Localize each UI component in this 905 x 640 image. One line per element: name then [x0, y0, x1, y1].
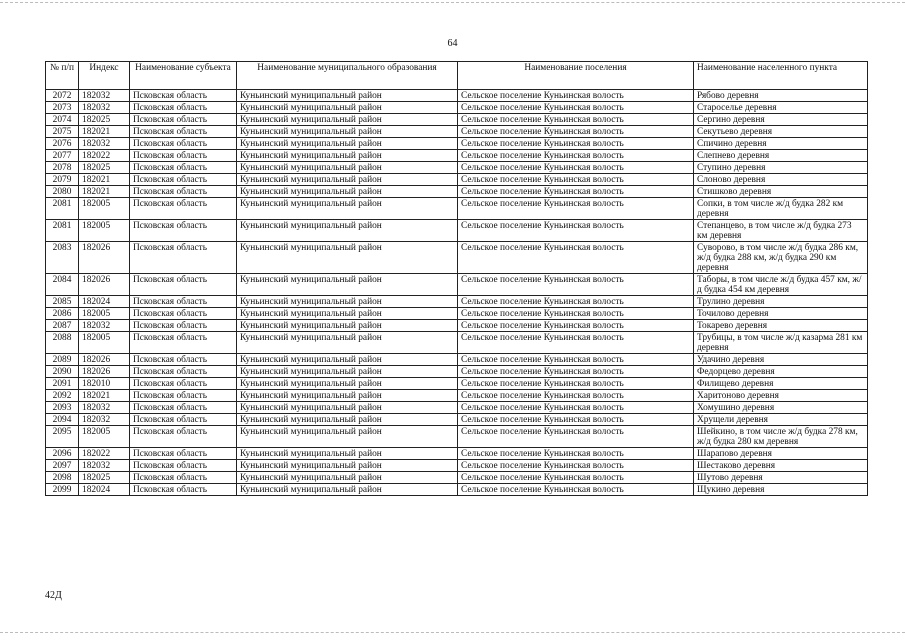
cell-municipality: Куньинский муниципальный район [237, 296, 458, 308]
cell-municipality: Куньинский муниципальный район [237, 390, 458, 402]
cell-subject: Псковская область [130, 150, 237, 162]
cell-subject: Псковская область [130, 198, 237, 220]
cell-subject: Псковская область [130, 354, 237, 366]
cell-settlement: Сельское поселение Куньинская волость [458, 378, 694, 390]
cell-settlement: Сельское поселение Куньинская волость [458, 308, 694, 320]
cell-locality: Слепнево деревня [694, 150, 868, 162]
cell-locality: Хрущели деревня [694, 414, 868, 426]
cell-locality: Таборы, в том числе ж/д будка 457 км, ж/д будка 454 км деревня [694, 274, 868, 296]
cell-index: 182005 [79, 198, 130, 220]
table-row [46, 296, 868, 308]
cell-number: 2075 [46, 126, 79, 138]
cell-municipality: Куньинский муниципальный район [237, 414, 458, 426]
cell-index: 182026 [79, 274, 130, 296]
table-header-row [46, 62, 868, 90]
cell-number: 2081 [46, 220, 79, 242]
table-row [46, 484, 868, 496]
cell-municipality: Куньинский муниципальный район [237, 448, 458, 460]
cell-settlement: Сельское поселение Куньинская волость [458, 448, 694, 460]
table-row [46, 220, 868, 242]
cell-settlement: Сельское поселение Куньинская волость [458, 296, 694, 308]
col-header-municipality: Наименование муниципального образования [237, 62, 458, 90]
cell-municipality: Куньинский муниципальный район [237, 332, 458, 354]
cell-locality: Харитоново деревня [694, 390, 868, 402]
cell-number: 2091 [46, 378, 79, 390]
cell-locality: Сергино деревня [694, 114, 868, 126]
cell-subject: Псковская область [130, 186, 237, 198]
page-number: 64 [447, 38, 458, 49]
cell-number: 2076 [46, 138, 79, 150]
cell-municipality: Куньинский муниципальный район [237, 426, 458, 448]
table-row [46, 174, 868, 186]
cell-settlement: Сельское поселение Куньинская волость [458, 102, 694, 114]
cell-municipality: Куньинский муниципальный район [237, 126, 458, 138]
cell-settlement: Сельское поселение Куньинская волость [458, 150, 694, 162]
table-row [46, 102, 868, 114]
table-row [46, 150, 868, 162]
table-row [46, 114, 868, 126]
cell-locality: Трубицы, в том числе ж/д казарма 281 км деревня [694, 332, 868, 354]
cell-subject: Псковская область [130, 174, 237, 186]
cell-index: 182025 [79, 162, 130, 174]
cell-subject: Псковская область [130, 484, 237, 496]
cell-settlement: Сельское поселение Куньинская волость [458, 460, 694, 472]
cell-municipality: Куньинский муниципальный район [237, 354, 458, 366]
cell-subject: Псковская область [130, 332, 237, 354]
table-row [46, 460, 868, 472]
cell-number: 2090 [46, 366, 79, 378]
cell-subject: Псковская область [130, 162, 237, 174]
cell-subject: Псковская область [130, 460, 237, 472]
cell-locality: Староселье деревня [694, 102, 868, 114]
cell-settlement: Сельское поселение Куньинская волость [458, 126, 694, 138]
cell-settlement: Сельское поселение Куньинская волость [458, 274, 694, 296]
col-header-locality: Наименование населенного пункта [694, 62, 868, 90]
table-row [46, 274, 868, 296]
cell-locality: Слоново деревня [694, 174, 868, 186]
cell-index: 182025 [79, 114, 130, 126]
cell-number: 2085 [46, 296, 79, 308]
cell-locality: Сопки, в том числе ж/д будка 282 км деревня [694, 198, 868, 220]
cell-number: 2077 [46, 150, 79, 162]
cell-locality: Ступино деревня [694, 162, 868, 174]
cell-locality: Рябово деревня [694, 90, 868, 102]
cell-municipality: Куньинский муниципальный район [237, 308, 458, 320]
cell-municipality: Куньинский муниципальный район [237, 90, 458, 102]
cell-number: 2086 [46, 308, 79, 320]
cell-number: 2099 [46, 484, 79, 496]
cell-locality: Шестаково деревня [694, 460, 868, 472]
cell-settlement: Сельское поселение Куньинская волость [458, 484, 694, 496]
table-row [46, 90, 868, 102]
table-row [46, 390, 868, 402]
cell-municipality: Куньинский муниципальный район [237, 150, 458, 162]
cell-municipality: Куньинский муниципальный район [237, 162, 458, 174]
cell-municipality: Куньинский муниципальный район [237, 274, 458, 296]
cell-index: 182021 [79, 126, 130, 138]
cell-number: 2093 [46, 402, 79, 414]
cell-index: 182032 [79, 460, 130, 472]
footer-code: 42Д [45, 590, 62, 601]
cell-settlement: Сельское поселение Куньинская волость [458, 426, 694, 448]
cell-index: 182026 [79, 354, 130, 366]
cell-number: 2094 [46, 414, 79, 426]
cell-locality: Шарапово деревня [694, 448, 868, 460]
cell-subject: Псковская область [130, 90, 237, 102]
cell-locality: Шейкино, в том числе ж/д будка 278 км, ж/д будка 280 км деревня [694, 426, 868, 448]
cell-municipality: Куньинский муниципальный район [237, 186, 458, 198]
col-header-index: Индекс [79, 62, 130, 90]
cell-locality: Хомушино деревня [694, 402, 868, 414]
cell-number: 2097 [46, 460, 79, 472]
cell-settlement: Сельское поселение Куньинская волость [458, 174, 694, 186]
table-row [46, 126, 868, 138]
cell-index: 182024 [79, 296, 130, 308]
cell-settlement: Сельское поселение Куньинская волость [458, 390, 694, 402]
table-row [46, 354, 868, 366]
cell-settlement: Сельское поселение Куньинская волость [458, 332, 694, 354]
table-row [46, 402, 868, 414]
cell-settlement: Сельское поселение Куньинская волость [458, 138, 694, 150]
cell-settlement: Сельское поселение Куньинская волость [458, 402, 694, 414]
table-row [46, 308, 868, 320]
cell-number: 2098 [46, 472, 79, 484]
cell-settlement: Сельское поселение Куньинская волость [458, 220, 694, 242]
cell-number: 2073 [46, 102, 79, 114]
cell-settlement: Сельское поселение Куньинская волость [458, 162, 694, 174]
cell-index: 182010 [79, 378, 130, 390]
col-header-number: № п/п [46, 62, 79, 90]
cell-locality: Токарево деревня [694, 320, 868, 332]
cell-number: 2084 [46, 274, 79, 296]
cell-municipality: Куньинский муниципальный район [237, 366, 458, 378]
cell-municipality: Куньинский муниципальный район [237, 402, 458, 414]
cell-index: 182005 [79, 220, 130, 242]
cell-settlement: Сельское поселение Куньинская волость [458, 198, 694, 220]
cell-municipality: Куньинский муниципальный район [237, 174, 458, 186]
cell-subject: Псковская область [130, 366, 237, 378]
cell-subject: Псковская область [130, 448, 237, 460]
table-row [46, 198, 868, 220]
cell-settlement: Сельское поселение Куньинская волость [458, 472, 694, 484]
cell-number: 2072 [46, 90, 79, 102]
cell-municipality: Куньинский муниципальный район [237, 320, 458, 332]
cell-subject: Псковская область [130, 308, 237, 320]
cell-subject: Псковская область [130, 242, 237, 274]
cell-locality: Трулино деревня [694, 296, 868, 308]
cell-locality: Филищево деревня [694, 378, 868, 390]
cell-number: 2096 [46, 448, 79, 460]
table-row [46, 242, 868, 274]
cell-subject: Псковская область [130, 426, 237, 448]
cell-settlement: Сельское поселение Куньинская волость [458, 242, 694, 274]
table-row [46, 332, 868, 354]
col-header-settlement: Наименование поселения [458, 62, 694, 90]
cell-municipality: Куньинский муниципальный район [237, 198, 458, 220]
cell-number: 2092 [46, 390, 79, 402]
table-row [46, 378, 868, 390]
settlements-table [45, 61, 868, 496]
cell-number: 2079 [46, 174, 79, 186]
cell-subject: Псковская область [130, 220, 237, 242]
table-row [46, 472, 868, 484]
table-row [46, 448, 868, 460]
cell-municipality: Куньинский муниципальный район [237, 220, 458, 242]
cell-subject: Псковская область [130, 126, 237, 138]
cell-subject: Псковская область [130, 274, 237, 296]
cell-locality: Степанцево, в том числе ж/д будка 273 км деревня [694, 220, 868, 242]
cell-subject: Псковская область [130, 114, 237, 126]
table-body [46, 90, 868, 496]
cell-index: 182032 [79, 138, 130, 150]
cell-index: 182025 [79, 472, 130, 484]
cell-number: 2095 [46, 426, 79, 448]
cell-municipality: Куньинский муниципальный район [237, 102, 458, 114]
cell-index: 182021 [79, 390, 130, 402]
cell-subject: Псковская область [130, 102, 237, 114]
cell-index: 182022 [79, 448, 130, 460]
scan-top-edge [0, 2, 905, 3]
cell-number: 2078 [46, 162, 79, 174]
table-row [46, 320, 868, 332]
cell-municipality: Куньинский муниципальный район [237, 138, 458, 150]
cell-settlement: Сельское поселение Куньинская волость [458, 354, 694, 366]
table-row [46, 366, 868, 378]
cell-locality: Стишково деревня [694, 186, 868, 198]
cell-settlement: Сельское поселение Куньинская волость [458, 114, 694, 126]
cell-municipality: Куньинский муниципальный район [237, 484, 458, 496]
cell-locality: Спичино деревня [694, 138, 868, 150]
cell-subject: Псковская область [130, 138, 237, 150]
cell-index: 182021 [79, 186, 130, 198]
cell-index: 182032 [79, 402, 130, 414]
table-row [46, 138, 868, 150]
col-header-subject: Наименование субъекта [130, 62, 237, 90]
cell-index: 182032 [79, 102, 130, 114]
cell-number: 2088 [46, 332, 79, 354]
cell-municipality: Куньинский муниципальный район [237, 242, 458, 274]
table-row [46, 414, 868, 426]
cell-locality: Щукино деревня [694, 484, 868, 496]
cell-municipality: Куньинский муниципальный район [237, 472, 458, 484]
cell-index: 182032 [79, 90, 130, 102]
cell-locality: Точилово деревня [694, 308, 868, 320]
cell-locality: Удачино деревня [694, 354, 868, 366]
cell-settlement: Сельское поселение Куньинская волость [458, 320, 694, 332]
cell-index: 182005 [79, 308, 130, 320]
cell-locality: Секутьево деревня [694, 126, 868, 138]
cell-municipality: Куньинский муниципальный район [237, 378, 458, 390]
cell-subject: Псковская область [130, 296, 237, 308]
cell-municipality: Куньинский муниципальный район [237, 460, 458, 472]
cell-number: 2083 [46, 242, 79, 274]
cell-locality: Шутово деревня [694, 472, 868, 484]
cell-index: 182005 [79, 426, 130, 448]
cell-index: 182032 [79, 414, 130, 426]
cell-index: 182026 [79, 366, 130, 378]
cell-settlement: Сельское поселение Куньинская волость [458, 366, 694, 378]
table-row [46, 162, 868, 174]
cell-settlement: Сельское поселение Куньинская волость [458, 414, 694, 426]
cell-index: 182032 [79, 320, 130, 332]
cell-settlement: Сельское поселение Куньинская волость [458, 90, 694, 102]
cell-subject: Псковская область [130, 320, 237, 332]
cell-settlement: Сельское поселение Куньинская волость [458, 186, 694, 198]
table-row [46, 186, 868, 198]
cell-index: 182026 [79, 242, 130, 274]
cell-subject: Псковская область [130, 414, 237, 426]
cell-locality: Суворово, в том числе ж/д будка 286 км, ж/д будка 288 км, ж/д будка 290 км деревня [694, 242, 868, 274]
cell-number: 2074 [46, 114, 79, 126]
table-row [46, 426, 868, 448]
cell-subject: Псковская область [130, 402, 237, 414]
cell-index: 182024 [79, 484, 130, 496]
cell-locality: Федорцево деревня [694, 366, 868, 378]
cell-subject: Псковская область [130, 472, 237, 484]
cell-index: 182021 [79, 174, 130, 186]
cell-number: 2087 [46, 320, 79, 332]
scan-bottom-edge [0, 632, 905, 633]
cell-number: 2081 [46, 198, 79, 220]
cell-subject: Псковская область [130, 378, 237, 390]
cell-index: 182022 [79, 150, 130, 162]
cell-municipality: Куньинский муниципальный район [237, 114, 458, 126]
cell-number: 2080 [46, 186, 79, 198]
cell-number: 2089 [46, 354, 79, 366]
cell-index: 182005 [79, 332, 130, 354]
cell-subject: Псковская область [130, 390, 237, 402]
